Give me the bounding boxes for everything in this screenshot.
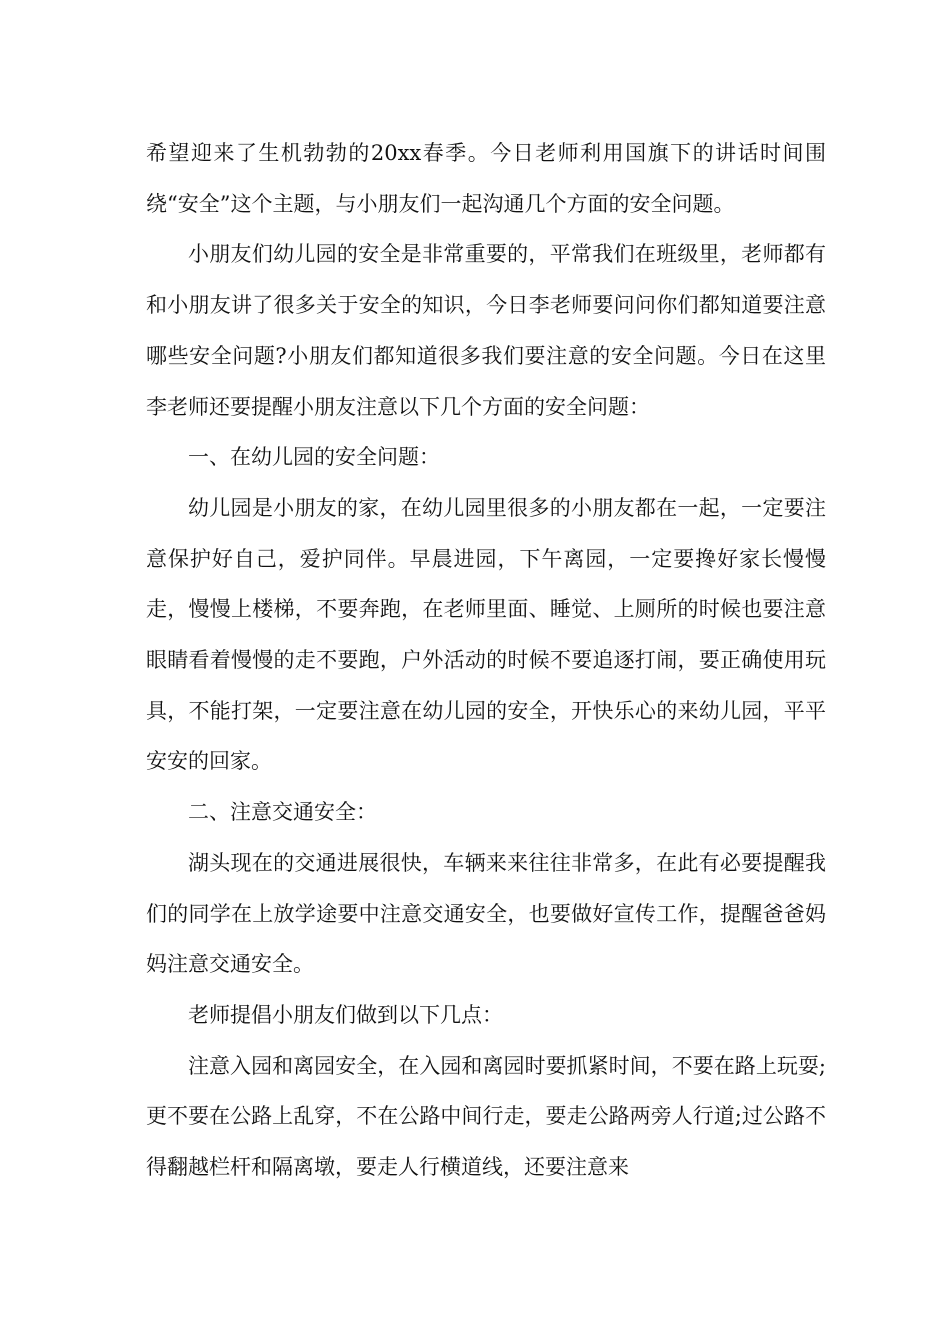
- paragraph-entry-exit-safety: 注意入园和离园安全，在入园和离园时要抓紧时间，不要在路上玩耍;更不要在公路上乱穿，不在公路中间行走，要走公路两旁人行道;过公路不得翻越栏杆和隔离墩，要走人行横道线，还要注意来: [146, 1053, 826, 1180]
- paragraph-intro: 希望迎来了生机勃勃的20xx春季。今日老师利用国旗下的讲话时间围绕“安全”这个主题，与小朋友们一起沟通几个方面的安全问题。: [146, 141, 826, 216]
- section-heading-kindergarten-safety: 一、在幼儿园的安全问题：: [188, 445, 440, 470]
- section-heading-traffic-safety: 二、注意交通安全：: [188, 800, 377, 825]
- paragraph-safety-importance: 小朋友们幼儿园的安全是非常重要的，平常我们在班级里，老师都有和小朋友讲了很多关于安全的知识，今日李老师要问问你们都知道要注意哪些安全问题?小朋友们都知道很多我们要注意的安全问题。今日在这里李老师还要提醒小朋友注意以下几个方面的安全问题：: [146, 242, 826, 419]
- paragraph-teacher-advice: 老师提倡小朋友们做到以下几点：: [188, 1002, 503, 1027]
- paragraph-traffic-safety: 湖头现在的交通进展很快，车辆来来往往非常多，在此有必要提醒我们的同学在上放学途要中注意交通安全，也要做好宣传工作，提醒爸爸妈妈注意交通安全。: [146, 850, 826, 977]
- document-body: [146, 128, 826, 1193]
- paragraph-kindergarten-safety: 幼儿园是小朋友的家，在幼儿园里很多的小朋友都在一起，一定要注意保护好自己，爱护同伴。早晨进园，下午离园，一定要搀好家长慢慢走，慢慢上楼梯，不要奔跑，在老师里面、睡觉、上厕所的时候也要注意眼睛看着慢慢的走不要跑，户外活动的时候不要追逐打闹，要正确使用玩具，不能打架，一定要注意在幼儿园的安全，开快乐心的来幼儿园，平平安安的回家。: [146, 495, 826, 774]
